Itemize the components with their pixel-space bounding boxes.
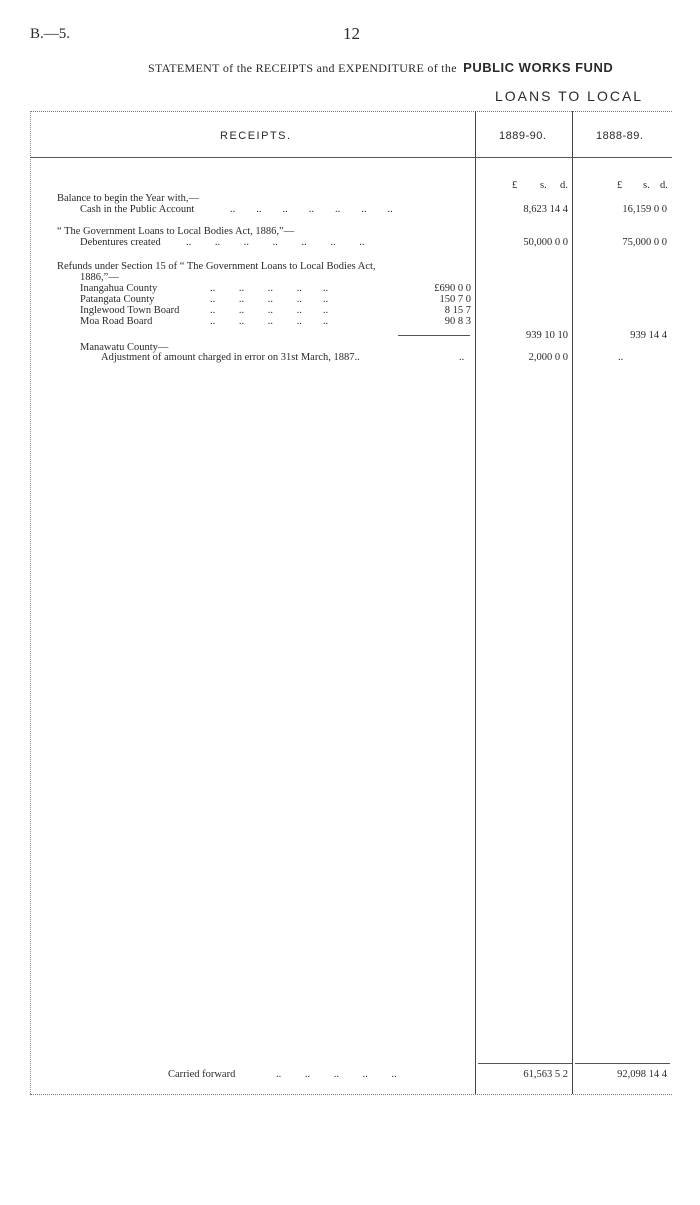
balance-heading: Balance to begin the Year with,— <box>57 193 200 204</box>
leader-dots: .. .. .. .. .. <box>210 283 329 294</box>
refund-name: Patangata County <box>80 294 155 305</box>
carried-forward-1889-90: 61,563 5 2 <box>523 1069 568 1080</box>
leader-dots: .. .. .. .. .. <box>276 1069 397 1080</box>
refund-name: Inglewood Town Board <box>80 305 180 316</box>
header-receipts: RECEIPTS. <box>220 130 292 142</box>
currency-pound-2: £ <box>617 180 623 191</box>
refund-amount: 8 15 7 <box>444 305 471 316</box>
page-number: 12 <box>343 24 360 43</box>
manawatu-1889-90: 2,000 0 0 <box>528 352 568 363</box>
refunds-total-1889-90: 939 10 10 <box>526 330 568 341</box>
carried-forward-label: Carried forward <box>168 1069 236 1080</box>
refunds-total-1888-89: 939 14 4 <box>630 330 667 341</box>
currency-shilling-1: s. <box>540 180 547 191</box>
cash-label: Cash in the Public Account <box>80 204 195 215</box>
refunds-heading-line2: 1886,”— <box>80 272 119 283</box>
cash-1889-90: 8,623 14 4 <box>523 204 568 215</box>
manawatu-heading: Manawatu County— <box>80 342 169 353</box>
refund-amount: 90 8 3 <box>444 316 471 327</box>
refund-name: Moa Road Board <box>80 316 153 327</box>
debentures-label: Debentures created <box>80 237 161 248</box>
debentures-1888-89: 75,000 0 0 <box>622 237 667 248</box>
col-divider-1 <box>475 111 476 1094</box>
leader-dots: .. .. .. .. .. .. .. <box>230 204 393 215</box>
manawatu-label: Adjustment of amount charged in error on 31st March, 1887.. <box>101 352 360 363</box>
col-divider-2 <box>572 111 573 1094</box>
refund-amount: 150 7 0 <box>439 294 471 305</box>
table-top-rule <box>30 111 672 112</box>
currency-pound-1: £ <box>512 180 518 191</box>
refund-amount: £690 0 0 <box>434 283 471 294</box>
total-rule-2 <box>575 1063 670 1064</box>
leader-dots: .. .. .. .. .. .. .. <box>186 237 365 248</box>
title-bold: PUBLIC WORKS FUND <box>463 60 614 75</box>
header-1889-90: 1889-90. <box>499 130 547 142</box>
carried-forward-1888-89: 92,098 14 4 <box>617 1069 667 1080</box>
currency-pence-1: d. <box>560 180 568 191</box>
table-left-rule <box>30 111 31 1094</box>
leader-dots: .. .. .. .. .. <box>210 316 329 327</box>
refunds-heading-line1: Refunds under Section 15 of “ The Government Loans to Local Bodies Act, <box>57 261 376 272</box>
page-title <box>148 60 613 76</box>
title-prefix: STATEMENT of the RECEIPTS and EXPENDITURE of the <box>148 61 457 75</box>
debentures-1889-90: 50,000 0 0 <box>523 237 568 248</box>
refund-name: Inangahua County <box>80 283 158 294</box>
table-bottom-rule <box>30 1094 672 1095</box>
document-reference: B.—5. <box>30 26 71 42</box>
currency-shilling-2: s. <box>643 180 650 191</box>
total-rule-1 <box>478 1063 572 1064</box>
leader-dots: .. .. .. .. .. <box>210 305 329 316</box>
cash-1888-89: 16,159 0 0 <box>622 204 667 215</box>
act-heading: “ The Government Loans to Local Bodies Act, 1886,”— <box>57 226 295 237</box>
currency-pence-2: d. <box>660 180 668 191</box>
header-rule <box>30 157 672 158</box>
leader-dots: .. .. .. .. .. <box>210 294 329 305</box>
header-1888-89: 1888-89. <box>596 130 644 142</box>
subtotal-rule <box>398 335 470 336</box>
leader-dots: .. <box>459 352 465 363</box>
manawatu-1888-89: .. <box>618 352 624 363</box>
page-subtitle: LOANS TO LOCAL <box>495 88 644 104</box>
